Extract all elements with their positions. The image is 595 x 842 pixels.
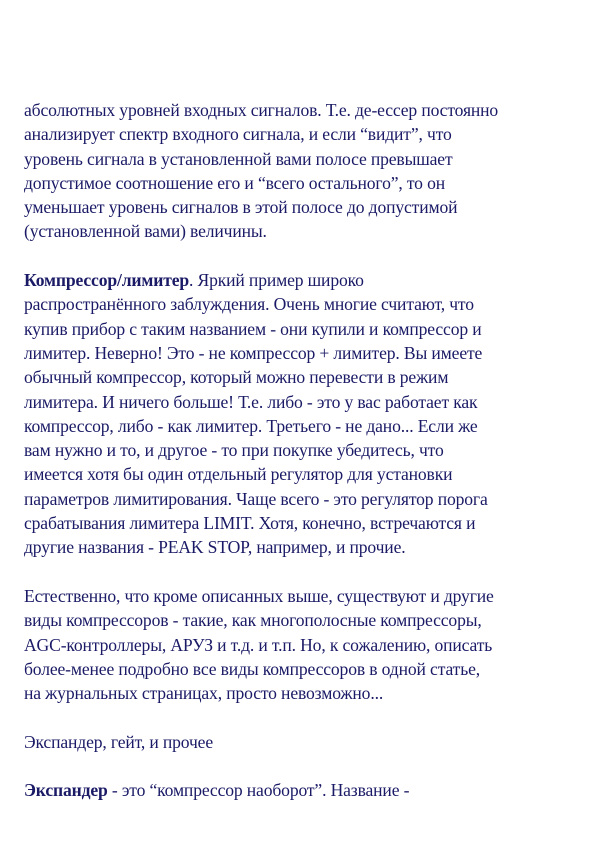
section-heading: Экспандер, гейт, и прочее xyxy=(24,731,213,752)
text-line: (установленной вами) величины. xyxy=(24,221,267,242)
text-line: имеется хотя бы один отдельный регулятор для установки xyxy=(24,464,453,485)
paragraph-gap xyxy=(24,560,584,584)
text-line: купив прибор с таким названием - они купили и компрессор и xyxy=(24,318,482,339)
text-line: другие названия - PEAK STOP, например, и прочие. xyxy=(24,537,406,558)
paragraph-gap xyxy=(24,754,584,778)
text-line: допустимое соотношение его и “всего остального”, то он xyxy=(24,172,445,193)
paragraph-expander xyxy=(24,778,584,802)
text-line: на журнальных страницах, просто невозможно... xyxy=(24,683,384,704)
text-line: Естественно, что кроме описанных выше, существуют и другие xyxy=(24,585,494,606)
paragraph-compressor-limiter xyxy=(24,268,584,560)
text-line: AGC-контроллеры, АРУЗ и т.д. и т.п. Но, к сожалению, описать xyxy=(24,634,493,655)
text-line xyxy=(24,268,584,292)
paragraph-other-compressors xyxy=(24,584,584,705)
term-expander: Экспандер xyxy=(24,780,108,801)
text-line: виды компрессоров - такие, как многополосные компрессоры, xyxy=(24,610,482,631)
text-line: срабатывания лимитера LIMIT. Хотя, конечно, встречаются и xyxy=(24,513,476,534)
document-page xyxy=(24,98,584,803)
text-line: лимитер. Неверно! Это - не компрессор + лимитер. Вы имеете xyxy=(24,342,483,363)
text-line: абсолютных уровней входных сигналов. Т.е. де-ессер постоянно xyxy=(24,100,499,120)
term-compressor-limiter: Компрессор/лимитер xyxy=(24,270,190,291)
text-line: распространённого заблуждения. Очень многие считают, что xyxy=(24,294,474,315)
text-fragment: - это “компрессор наоборот”. Название - xyxy=(107,780,410,801)
paragraph-gap xyxy=(24,705,584,729)
text-line: более-менее подробно все виды компрессоров в одной статье, xyxy=(24,658,480,679)
text-line: обычный компрессор, который можно перевести в режим xyxy=(24,367,449,388)
paragraph-intro-end xyxy=(24,98,584,244)
text-line: уровень сигнала в установленной вами полосе превышает xyxy=(24,148,453,169)
text-line: параметров лимитирования. Чаще всего - это регулятор порога xyxy=(24,488,488,509)
text-fragment: . Яркий пример широко xyxy=(189,270,364,291)
text-line: уменьшает уровень сигналов в этой полосе до допустимой xyxy=(24,197,458,218)
text-line: вам нужно и то, и другое - то при покупке убедитесь, что xyxy=(24,440,444,461)
text-line: анализирует спектр входного сигнала, и если “видит”, что xyxy=(24,124,452,145)
text-line: компрессор, либо - как лимитер. Третьего - не дано... Если же xyxy=(24,415,478,436)
text-line: лимитера. И ничего больше! Т.е. либо - это у вас работает как xyxy=(24,391,478,412)
paragraph-gap xyxy=(24,244,584,268)
